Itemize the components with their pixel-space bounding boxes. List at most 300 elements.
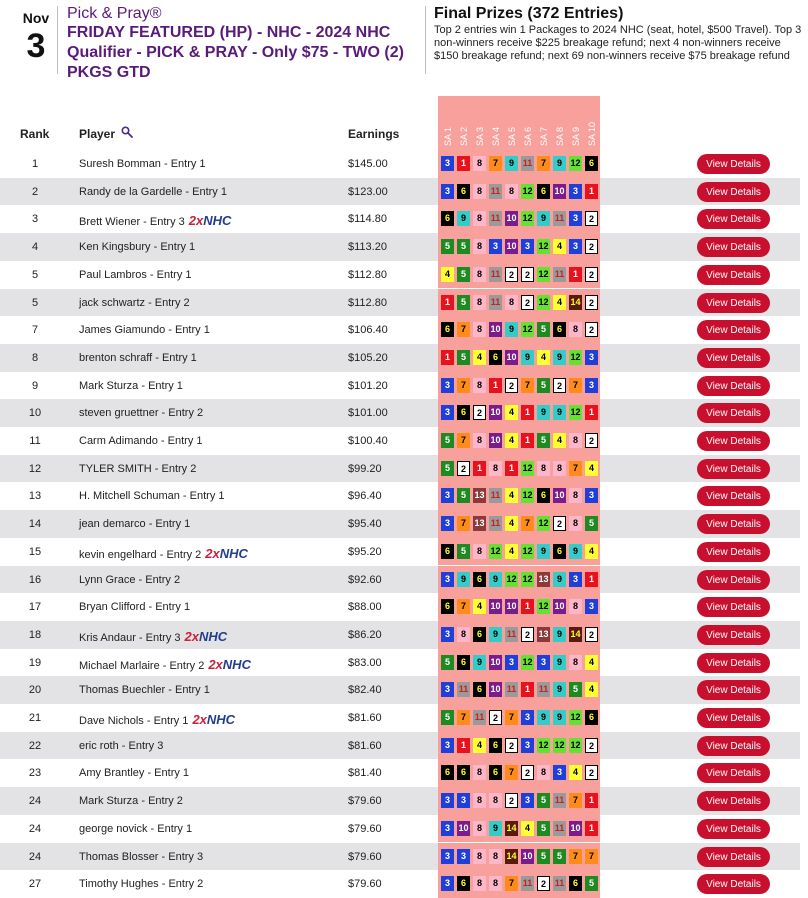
pick-cell: 11	[457, 682, 470, 697]
pick-cell: 12	[569, 350, 582, 365]
earnings-cell: $79.60	[348, 822, 382, 835]
pick-cell: 5	[569, 682, 582, 697]
player-name[interactable]: Ken Kingsbury - Entry 1	[79, 241, 196, 254]
pick-cell: 14	[569, 295, 582, 310]
player-cell[interactable]	[79, 435, 203, 447]
pick-cell: 7	[569, 378, 582, 393]
player-cell[interactable]	[79, 213, 231, 228]
view-details-button[interactable]: View Details	[697, 376, 770, 396]
race-header	[537, 96, 552, 150]
table-row	[0, 399, 800, 427]
pick-cell: 2	[521, 627, 534, 642]
pick-cell: 11	[537, 682, 550, 697]
nhc-badge	[189, 213, 232, 228]
pick-cell: 3	[569, 184, 582, 199]
player-cell[interactable]	[79, 767, 189, 779]
player-name[interactable]: Lynn Grace - Entry 2	[79, 573, 181, 586]
player-name[interactable]: Amy Brantley - Entry 1	[79, 767, 190, 780]
pick-cell: 1	[489, 378, 502, 393]
pick-cell: 8	[473, 765, 486, 780]
pick-cell: 11	[489, 516, 502, 531]
pick-cell: 6	[553, 544, 566, 559]
earnings-cell: $92.60	[348, 573, 382, 586]
pick-cell: 12	[505, 572, 518, 587]
race-header-label: SA 9	[571, 126, 581, 146]
pick-cell: 5	[537, 433, 550, 448]
view-details-button[interactable]: View Details	[697, 653, 770, 673]
view-details-button[interactable]: View Details	[697, 514, 770, 534]
view-details-button[interactable]: View Details	[697, 570, 770, 590]
brand-name: Pick & Pray®	[67, 5, 162, 22]
pick-cell: 4	[505, 516, 518, 531]
pick-cell: 3	[569, 239, 582, 254]
earnings-cell: $79.60	[348, 850, 382, 863]
pick-cell: 12	[521, 211, 534, 226]
player-name[interactable]: Brett Wiener - Entry 3	[79, 216, 185, 229]
pick-cell: 12	[537, 516, 550, 531]
player-cell[interactable]	[79, 269, 192, 281]
pick-cell: 2	[585, 738, 598, 753]
pick-cell: 12	[521, 655, 534, 670]
player-cell[interactable]	[79, 712, 235, 727]
player-cell[interactable]	[79, 158, 206, 170]
pick-cell: 7	[521, 516, 534, 531]
pick-cell: 3	[521, 239, 534, 254]
pick-cell: 8	[473, 544, 486, 559]
table-row	[0, 704, 800, 732]
view-details-button[interactable]: View Details	[697, 182, 770, 202]
rank-cell: 5	[31, 268, 39, 281]
pick-cell: 10	[489, 655, 502, 670]
pick-cell: 8	[569, 322, 582, 337]
player-cell[interactable]	[79, 878, 203, 890]
table-row	[0, 566, 800, 594]
pick-cell: 6	[441, 544, 454, 559]
player-cell[interactable]	[79, 297, 190, 309]
table-row	[0, 815, 800, 843]
race-header	[521, 96, 536, 150]
pick-cell: 4	[553, 295, 566, 310]
pick-cell: 2	[505, 378, 518, 393]
pick-cell: 8	[473, 821, 486, 836]
race-header	[569, 96, 584, 150]
pick-cell: 11	[489, 488, 502, 503]
nhc-badge-count: 2x	[208, 656, 223, 672]
pick-cell: 13	[537, 572, 550, 587]
view-details-button[interactable]: View Details	[697, 293, 770, 313]
pick-cell: 13	[537, 627, 550, 642]
player-cell[interactable]	[79, 463, 196, 475]
earnings-cell: $79.60	[348, 795, 382, 808]
earnings-cell: $81.40	[348, 767, 382, 780]
pick-cell: 8	[489, 461, 502, 476]
pick-cell: 2	[473, 405, 486, 420]
pick-cell: 9	[553, 405, 566, 420]
view-details-button[interactable]: View Details	[697, 819, 770, 839]
race-header-label: SA 2	[459, 126, 469, 146]
player-name[interactable]: steven gruettner - Entry 2	[79, 407, 204, 420]
player-cell[interactable]	[79, 518, 190, 530]
player-name[interactable]: TYLER SMITH - Entry 2	[79, 462, 197, 475]
player-name[interactable]: Carm Adimando - Entry 1	[79, 435, 203, 447]
contest-title: FRIDAY FEATURED (HP) - NHC - 2024 NHC Qualifier - PICK & PRAY - Only $75 - TWO (2) PKGS GTD	[67, 24, 404, 81]
pick-cell: 3	[585, 599, 598, 614]
pick-cell: 10	[489, 322, 502, 337]
pick-cell: 10	[489, 433, 502, 448]
rank-cell: 17	[28, 601, 42, 614]
rank-cell: 8	[31, 351, 39, 364]
rank-cell: 16	[28, 573, 42, 586]
pick-cell: 2	[553, 516, 566, 531]
pick-cell: 2	[585, 267, 598, 282]
pick-cell: 11	[489, 295, 502, 310]
player-cell[interactable]	[79, 352, 197, 364]
player-name[interactable]: Dave Nichols - Entry 1	[79, 715, 189, 727]
pick-cell: 12	[521, 461, 534, 476]
race-header	[441, 96, 456, 150]
view-details-button[interactable]: View Details	[697, 597, 770, 617]
pick-cell: 4	[585, 544, 598, 559]
nhc-badge-count: 2x	[184, 628, 199, 644]
pick-cell: 12	[569, 405, 582, 420]
pick-cell: 8	[473, 876, 486, 891]
pick-cell: 1	[585, 821, 598, 836]
pick-cell: 9	[489, 572, 502, 587]
pick-cell: 3	[489, 239, 502, 254]
pick-cell: 3	[441, 184, 454, 199]
pick-cell: 7	[585, 849, 598, 864]
player-name[interactable]: Timothy Hughes - Entry 2	[79, 878, 204, 891]
player-cell[interactable]	[79, 684, 210, 696]
pick-cell: 1	[569, 267, 582, 282]
pick-cell: 2	[585, 765, 598, 780]
pick-cell: 1	[521, 682, 534, 697]
pick-cell: 5	[441, 433, 454, 448]
player-name[interactable]: Mark Sturza - Entry 1	[79, 379, 183, 392]
view-details-button[interactable]: View Details	[697, 874, 770, 894]
earnings-cell: $86.20	[348, 628, 382, 641]
pick-cell: 8	[473, 295, 486, 310]
view-details-button[interactable]: View Details	[697, 431, 770, 451]
pick-cell: 4	[521, 821, 534, 836]
pick-cell: 3	[521, 710, 534, 725]
pick-cell: 6	[441, 322, 454, 337]
rank-cell: 24	[28, 850, 42, 863]
player-name[interactable]: kevin engelhard - Entry 2	[79, 548, 202, 561]
pick-cell: 7	[505, 765, 518, 780]
pick-cell: 6	[473, 572, 486, 587]
view-details-button[interactable]: View Details	[697, 209, 770, 229]
pick-cell: 6	[489, 738, 502, 753]
earnings-cell: $123.00	[348, 185, 388, 198]
player-name[interactable]: H. Mitchell Schuman - Entry 1	[79, 490, 225, 503]
pick-cell: 7	[457, 710, 470, 725]
pick-cell: 3	[505, 655, 518, 670]
nhc-badge	[208, 657, 251, 672]
player-name[interactable]: jack schwartz - Entry 2	[79, 296, 190, 309]
player-cell[interactable]	[79, 823, 192, 835]
pick-cell: 9	[553, 572, 566, 587]
earnings-cell: $112.80	[348, 296, 387, 309]
player-name[interactable]: Thomas Blosser - Entry 3	[79, 850, 204, 863]
pick-cell: 3	[569, 572, 582, 587]
pick-cell: 4	[505, 433, 518, 448]
earnings-cell: $113.20	[348, 241, 387, 254]
pick-cell: 10	[457, 821, 470, 836]
pick-cell: 7	[505, 876, 518, 891]
nhc-badge-text: NHC	[219, 545, 248, 561]
pick-cell: 3	[457, 793, 470, 808]
pick-cell: 12	[537, 239, 550, 254]
pick-cell: 10	[553, 599, 566, 614]
table-row	[0, 621, 800, 649]
pick-cell: 5	[537, 821, 550, 836]
pick-cell: 10	[553, 488, 566, 503]
pick-cell: 2	[505, 793, 518, 808]
pick-cell: 5	[441, 710, 454, 725]
pick-cell: 3	[585, 350, 598, 365]
pick-cell: 2	[537, 876, 550, 891]
player-name[interactable]: jean demarco - Entry 1	[79, 518, 191, 531]
rank-cell: 18	[28, 628, 42, 641]
earnings-cell: $81.60	[348, 739, 382, 752]
pick-cell: 8	[473, 267, 486, 282]
contest-header	[0, 0, 808, 96]
pick-cell: 9	[553, 156, 566, 171]
pick-cell: 6	[457, 765, 470, 780]
player-cell[interactable]	[79, 324, 210, 336]
player-name[interactable]: Michael Marlaire - Entry 2	[79, 659, 205, 672]
pick-cell: 3	[441, 849, 454, 864]
pick-cell: 1	[505, 461, 518, 476]
pick-cell: 9	[553, 627, 566, 642]
pick-cell: 12	[537, 599, 550, 614]
rank-cell: 27	[28, 878, 42, 891]
table-row	[0, 510, 800, 538]
earnings-cell: $105.20	[348, 351, 388, 364]
pick-cell: 6	[457, 184, 470, 199]
earnings-cell: $88.00	[348, 601, 382, 614]
pick-cell: 8	[553, 461, 566, 476]
view-details-button[interactable]: View Details	[697, 625, 770, 645]
date-month: Nov	[22, 10, 50, 26]
table-row	[0, 732, 800, 760]
view-details-button[interactable]: View Details	[697, 403, 770, 423]
player-name[interactable]: brenton schraff - Entry 1	[79, 351, 197, 364]
pick-cell: 7	[537, 156, 550, 171]
pick-cell: 6	[457, 405, 470, 420]
rank-cell: 1	[31, 158, 39, 170]
table-row	[0, 593, 800, 621]
earnings-cell: $100.40	[348, 435, 388, 447]
player-cell[interactable]	[79, 186, 227, 198]
view-details-button[interactable]: View Details	[697, 348, 770, 368]
view-details-button[interactable]: View Details	[697, 237, 770, 257]
pick-cell: 13	[473, 516, 486, 531]
pick-cell: 9	[553, 710, 566, 725]
pick-cell: 11	[489, 184, 502, 199]
earnings-cell: $79.60	[348, 878, 382, 891]
pick-cell: 3	[441, 627, 454, 642]
player-name[interactable]: Suresh Bomman - Entry 1	[79, 158, 206, 170]
pick-cell: 12	[537, 295, 550, 310]
pick-cell: 1	[521, 599, 534, 614]
player-cell[interactable]	[79, 795, 183, 807]
player-cell[interactable]	[79, 629, 227, 644]
table-row	[0, 843, 800, 871]
pick-cell: 2	[521, 267, 534, 282]
pick-cell: 6	[441, 211, 454, 226]
view-details-button[interactable]: View Details	[697, 486, 770, 506]
player-cell[interactable]	[79, 380, 183, 392]
view-details-button[interactable]: View Details	[697, 847, 770, 867]
pick-cell: 9	[553, 655, 566, 670]
pick-cell: 10	[505, 239, 518, 254]
player-cell[interactable]	[79, 657, 251, 672]
pick-cell: 2	[521, 295, 534, 310]
race-header	[457, 96, 472, 150]
table-row	[0, 178, 800, 206]
player-cell[interactable]	[79, 407, 203, 419]
view-details-button[interactable]: View Details	[697, 763, 770, 783]
pick-cell: 12	[489, 544, 502, 559]
view-details-button[interactable]: View Details	[697, 791, 770, 811]
table-row	[0, 538, 800, 566]
pick-cell: 6	[585, 156, 598, 171]
view-details-button[interactable]: View Details	[697, 320, 770, 340]
pick-cell: 6	[569, 876, 582, 891]
race-header-label: SA 3	[475, 126, 485, 146]
player-name[interactable]: eric roth - Entry 3	[79, 739, 164, 752]
player-name[interactable]: Randy de la Gardelle - Entry 1	[79, 185, 227, 198]
contest-title-block	[67, 4, 417, 83]
pick-cell: 7	[569, 461, 582, 476]
race-header-label: SA 7	[539, 126, 549, 146]
pick-cell: 1	[585, 405, 598, 420]
player-cell[interactable]	[79, 740, 163, 752]
earnings-cell: $83.00	[348, 656, 382, 669]
player-cell[interactable]	[79, 241, 195, 253]
player-name[interactable]: Thomas Buechler - Entry 1	[79, 684, 210, 697]
player-name[interactable]: george novick - Entry 1	[79, 822, 193, 835]
pick-cell: 7	[569, 793, 582, 808]
pick-cell: 8	[537, 461, 550, 476]
pick-cell: 10	[505, 350, 518, 365]
rank-cell: 12	[28, 462, 42, 475]
pick-cell: 4	[473, 599, 486, 614]
player-cell[interactable]	[79, 601, 190, 613]
pick-cell: 8	[473, 211, 486, 226]
player-cell[interactable]	[79, 546, 248, 561]
earnings-cell: $95.20	[348, 545, 382, 558]
pick-cell: 5	[441, 655, 454, 670]
pick-cell: 9	[553, 350, 566, 365]
pick-cell: 7	[457, 516, 470, 531]
pick-cell: 11	[553, 267, 566, 282]
pick-cell: 8	[457, 627, 470, 642]
pick-cell: 8	[473, 156, 486, 171]
pick-cell: 9	[505, 322, 518, 337]
prizes-heading: Final Prizes (372 Entries)	[434, 5, 624, 22]
view-details-button[interactable]: View Details	[697, 154, 770, 174]
view-details-button[interactable]: View Details	[697, 680, 770, 700]
earnings-cell: $82.40	[348, 684, 382, 697]
earnings-cell: $81.60	[348, 712, 382, 724]
player-name[interactable]: Kris Andaur - Entry 3	[79, 631, 181, 644]
pick-cell: 14	[505, 821, 518, 836]
table-row	[0, 455, 800, 483]
pick-cell: 1	[441, 295, 454, 310]
table-row	[0, 316, 800, 344]
pick-cell: 10	[489, 599, 502, 614]
view-details-button[interactable]: View Details	[697, 542, 770, 562]
pick-cell: 6	[441, 765, 454, 780]
player-name[interactable]: Bryan Clifford - Entry 1	[79, 601, 191, 614]
pick-cell: 12	[569, 738, 582, 753]
pick-cell: 8	[505, 184, 518, 199]
pick-cell: 6	[489, 350, 502, 365]
pick-cell: 5	[537, 849, 550, 864]
search-icon[interactable]	[121, 126, 133, 138]
pick-cell: 11	[473, 710, 486, 725]
player-cell[interactable]	[79, 851, 203, 863]
player-cell[interactable]	[79, 574, 180, 586]
pick-cell: 7	[457, 322, 470, 337]
view-details-button[interactable]: View Details	[697, 708, 770, 728]
pick-cell: 10	[505, 599, 518, 614]
pick-cell: 5	[441, 239, 454, 254]
pick-cell: 12	[521, 488, 534, 503]
table-row	[0, 649, 800, 677]
table-row	[0, 261, 800, 289]
pick-cell: 8	[569, 599, 582, 614]
pick-cell: 2	[585, 295, 598, 310]
race-header-label: SA 5	[507, 126, 517, 146]
earnings-cell: $101.20	[348, 379, 388, 392]
view-details-button[interactable]: View Details	[697, 265, 770, 285]
pick-cell: 10	[489, 682, 502, 697]
earnings-cell: $96.40	[348, 490, 382, 503]
pick-cell: 2	[585, 322, 598, 337]
player-name[interactable]: Mark Sturza - Entry 2	[79, 795, 183, 808]
pick-cell: 7	[457, 599, 470, 614]
pick-cell: 3	[537, 655, 550, 670]
pick-cell: 2	[489, 710, 502, 725]
pick-cell: 4	[473, 738, 486, 753]
race-column-headers	[438, 96, 600, 150]
pick-cell: 2	[457, 461, 470, 476]
table-row	[0, 759, 800, 787]
pick-cell: 12	[521, 544, 534, 559]
player-name[interactable]: Paul Lambros - Entry 1	[79, 268, 192, 281]
view-details-button[interactable]: View Details	[697, 459, 770, 479]
race-header	[473, 96, 488, 150]
pick-cell: 3	[585, 378, 598, 393]
player-cell[interactable]	[79, 490, 225, 502]
pick-cell: 1	[521, 433, 534, 448]
pick-cell: 2	[505, 738, 518, 753]
pick-cell: 4	[441, 267, 454, 282]
pick-cell: 6	[473, 627, 486, 642]
rank-cell: 21	[28, 712, 42, 724]
view-details-button[interactable]: View Details	[697, 736, 770, 756]
race-header	[553, 96, 568, 150]
table-row	[0, 482, 800, 510]
pick-cell: 5	[457, 267, 470, 282]
player-name[interactable]: James Giamundo - Entry 1	[79, 324, 210, 337]
pick-cell: 13	[473, 488, 486, 503]
pick-cell: 4	[585, 682, 598, 697]
